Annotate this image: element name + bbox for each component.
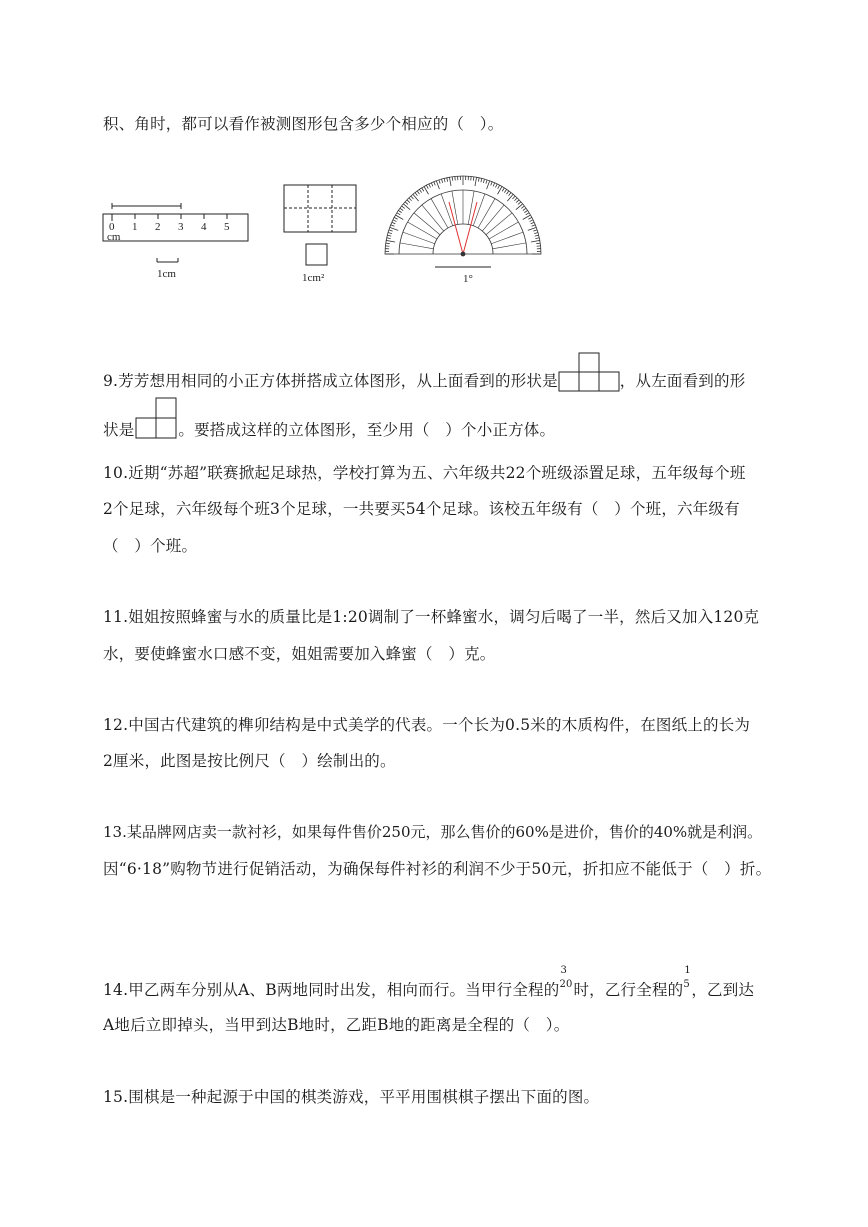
protractor-figure — [383, 172, 548, 287]
q12-line2: 2厘米，此图是按比例尺（ ）绘制出的。 — [103, 752, 396, 770]
q11-line1: 11.姐姐按照蜂蜜与水的质量比是1:20调制了一杯蜂蜜水，调匀后喝了一半，然后又加入120克 — [103, 608, 760, 626]
q10-line3: （ ）个班。 — [103, 537, 198, 555]
fraction-denominator: 5 — [683, 979, 690, 990]
fraction-1-5 — [683, 965, 691, 995]
ruler-tick-2: 2 — [155, 221, 161, 233]
ruler-unit: cm — [107, 231, 121, 243]
ruler-tick-1: 1 — [132, 221, 138, 233]
q9-text-part2: ，从左面看到的形 — [619, 372, 746, 390]
q8-text: 积、角时，都可以看作被测图形包含多少个相应的（ ）。 — [103, 115, 504, 133]
fraction-denominator: 20 — [559, 979, 573, 990]
q9-text-part4: 。要搭成这样的立体图形，至少用（ ）个小正方体。 — [178, 421, 556, 439]
q13-line2: 因“6·18”购物节进行促销活动，为确保每件衬衫的利润不少于50元，折扣应不能低于（ ）折。 — [103, 860, 772, 878]
fraction-numerator: 3 — [560, 965, 567, 976]
left-view-shape — [134, 397, 178, 439]
unit-area-label: 1cm² — [302, 272, 325, 284]
q14-text-c: ，乙到达 — [691, 981, 755, 999]
q14-line1 — [103, 965, 755, 1000]
ruler-tick-4: 4 — [201, 221, 207, 233]
q10-line2: 2个足球，六年级每个班3个足球，一共要买54个足球。该校五年级有（ ）个班，六年级有 — [103, 500, 740, 518]
ruler-tick-0: 0 — [109, 221, 115, 233]
q9-line2 — [103, 397, 555, 440]
q11-line2: 水，要使蜂蜜水口感不变，姐姐需要加入蜂蜜（ ）克。 — [103, 645, 496, 663]
unit-length-label: 1cm — [157, 268, 176, 280]
q13-line1: 13.某品牌网店卖一款衬衫，如果每件售价250元，那么售价的60%是进价，售价的40%就是利润。 — [103, 823, 763, 841]
top-view-shape — [558, 352, 620, 392]
fraction-3-20 — [559, 965, 573, 995]
area-figure — [280, 182, 365, 287]
q15-line1: 15.围棋是一种起源于中国的棋类游戏，平平用围棋棋子摆出下面的图。 — [103, 1088, 600, 1106]
ruler-figure — [100, 198, 255, 283]
q9-text-part1: 9.芳芳想用相同的小正方体拼搭成立体图形，从上面看到的形状是 — [103, 372, 558, 390]
q9-line1 — [103, 352, 745, 392]
unit-angle-label: 1° — [463, 273, 473, 285]
q14-line2: A地后立即掉头，当甲到达B地时，乙距B地的距离是全程的（ ）。 — [103, 1016, 570, 1034]
q14-text-a: 14.甲乙两车分别从A、B两地同时出发，相向而行。当甲行全程的 — [103, 981, 560, 999]
q10-line1: 10.近期“苏超”联赛掀起足球热，学校打算为五、六年级共22个班级添置足球，五年级每个班 — [103, 464, 746, 482]
q14-text-b: 时，乙行全程的 — [573, 981, 684, 999]
fraction-numerator: 1 — [684, 965, 691, 976]
q9-text-part3: 状是 — [103, 421, 135, 439]
ruler-tick-5: 5 — [224, 221, 230, 233]
q12-line1: 12.中国古代建筑的榫卯结构是中式美学的代表。一个长为0.5米的木质构件，在图纸上的长为 — [103, 716, 751, 734]
ruler-tick-3: 3 — [178, 221, 184, 233]
